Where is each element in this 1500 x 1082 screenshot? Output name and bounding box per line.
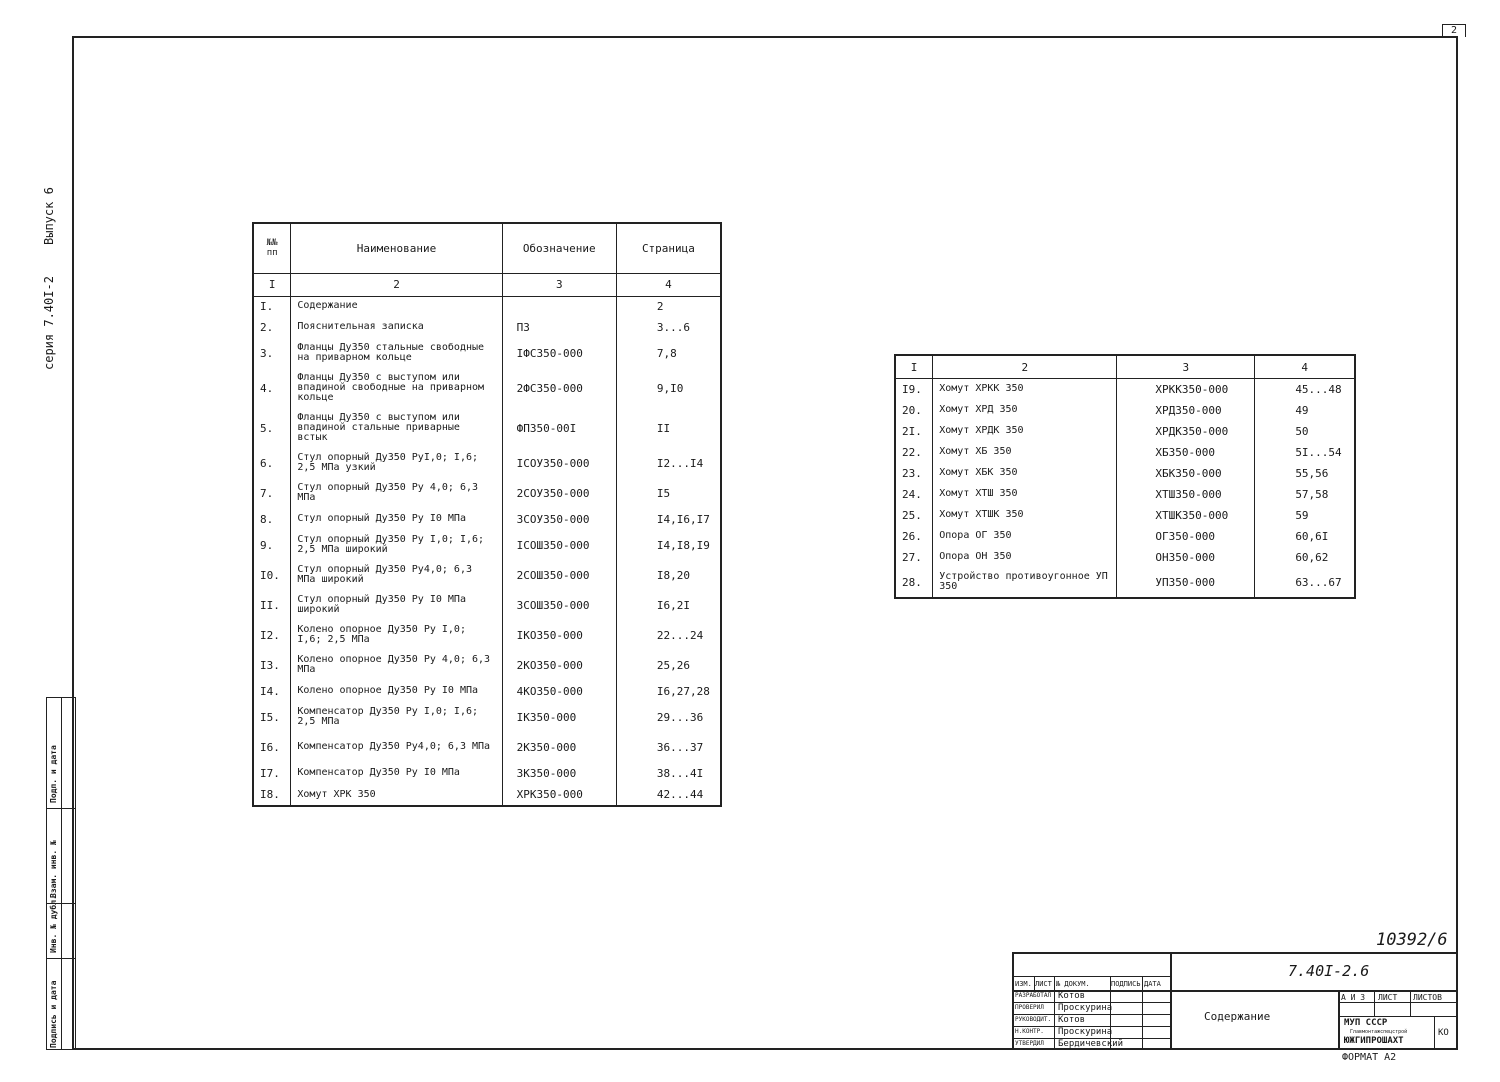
row-page: 29...36 xyxy=(616,702,721,732)
row-code: ХБ350-000 xyxy=(1117,442,1255,463)
row-name: Опора ОН 350 xyxy=(933,547,1117,568)
table-row xyxy=(253,368,721,408)
row-code: IКО350-000 xyxy=(502,620,616,650)
row-name: Хомут ХРД 350 xyxy=(933,400,1117,421)
series-label: серия 7.40I-2 xyxy=(42,276,56,370)
table-row xyxy=(253,762,721,784)
table-row xyxy=(253,650,721,680)
row-code: 3К350-000 xyxy=(502,762,616,784)
row-number: I. xyxy=(253,296,291,316)
row-name: Устройство противоугонное УП 350 xyxy=(933,568,1117,598)
title-block-title: Содержание xyxy=(1204,1010,1271,1023)
table-row xyxy=(253,560,721,590)
tb-person: Котов xyxy=(1058,991,1086,1001)
contents-table-left xyxy=(252,222,722,807)
row-name: Фланцы Ду350 с выступом или впадиной свободные на приварном кольце xyxy=(291,368,502,408)
table-row xyxy=(253,530,721,560)
colnum: 4 xyxy=(1255,355,1355,379)
row-code: 4КО350-000 xyxy=(502,680,616,702)
row-number: 7. xyxy=(253,478,291,508)
header-page: Страница xyxy=(616,223,721,273)
tb-role: ПРОВЕРИЛ xyxy=(1015,1004,1044,1011)
table-row xyxy=(895,568,1355,598)
row-name: Фланцы Ду350 с выступом или впадиной стальные приварные встык xyxy=(291,408,502,448)
title-block xyxy=(1012,952,1458,1050)
format-label: ФОРМАТ А2 xyxy=(1342,1052,1397,1063)
row-name: Хомут ХБК 350 xyxy=(933,463,1117,484)
row-number: I9. xyxy=(895,379,933,400)
table-row xyxy=(253,478,721,508)
header-name: Наименование xyxy=(291,223,502,273)
table-row xyxy=(253,296,721,316)
row-code: ОН350-000 xyxy=(1117,547,1255,568)
row-number: 25. xyxy=(895,505,933,526)
row-page: 3...6 xyxy=(616,316,721,338)
row-page: 7,8 xyxy=(616,338,721,368)
row-name: Хомут ХРК 350 xyxy=(291,784,502,806)
row-name: Колено опорное Ду350 Ру I,0; I,6; 2,5 МПа xyxy=(291,620,502,650)
tb-role: Н.КОНТР. xyxy=(1015,1028,1044,1035)
row-page: 9,I0 xyxy=(616,368,721,408)
issue-label: Выпуск 6 xyxy=(42,187,56,245)
row-page: 57,58 xyxy=(1255,484,1355,505)
colnum: 4 xyxy=(616,273,721,296)
row-number: 9. xyxy=(253,530,291,560)
row-code: 2К350-000 xyxy=(502,732,616,762)
row-name: Колено опорное Ду350 Ру I0 МПа xyxy=(291,680,502,702)
row-number: 5. xyxy=(253,408,291,448)
table-row xyxy=(895,400,1355,421)
row-number: II. xyxy=(253,590,291,620)
table-row xyxy=(895,547,1355,568)
row-number: I8. xyxy=(253,784,291,806)
table-row xyxy=(253,408,721,448)
row-number: 24. xyxy=(895,484,933,505)
org-line-1: МУП СССР xyxy=(1344,1018,1388,1028)
tb-person: Проскурина xyxy=(1058,1027,1113,1037)
row-page: 60,62 xyxy=(1255,547,1355,568)
org-line-3: ЮЖГИПРОШАХТ xyxy=(1344,1036,1404,1046)
row-code: IФС350-000 xyxy=(502,338,616,368)
row-name: Хомут ХТШК 350 xyxy=(933,505,1117,526)
colnum: 2 xyxy=(933,355,1117,379)
row-page: I6,2I xyxy=(616,590,721,620)
tb-person: Проскурина xyxy=(1058,1003,1113,1013)
row-page: 5I...54 xyxy=(1255,442,1355,463)
row-name: Компенсатор Ду350 Ру I,0; I,6; 2,5 МПа xyxy=(291,702,502,732)
tb-person: Бердичевский xyxy=(1058,1039,1124,1049)
row-code: 3СОШ350-000 xyxy=(502,590,616,620)
tb-role: РАЗРАБОТАЛ xyxy=(1015,992,1052,999)
row-name: Пояснительная записка xyxy=(291,316,502,338)
table-row xyxy=(253,508,721,530)
row-page: I5 xyxy=(616,478,721,508)
row-number: 8. xyxy=(253,508,291,530)
table-row xyxy=(895,526,1355,547)
colnum: 3 xyxy=(1117,355,1255,379)
row-number: 2I. xyxy=(895,421,933,442)
row-page: 63...67 xyxy=(1255,568,1355,598)
row-code: ХРД350-000 xyxy=(1117,400,1255,421)
colnum: I xyxy=(895,355,933,379)
strip-label-vzam: Взам. инв. № xyxy=(49,840,58,898)
row-code: ОГ350-000 xyxy=(1117,526,1255,547)
row-page: I4,I8,I9 xyxy=(616,530,721,560)
row-page: 55,56 xyxy=(1255,463,1355,484)
org-line-2: Главмонтажспецстрой xyxy=(1350,1029,1408,1035)
row-number: I7. xyxy=(253,762,291,784)
table-row xyxy=(895,421,1355,442)
tb-role: УТВЕРДИЛ xyxy=(1015,1040,1044,1047)
row-number: 20. xyxy=(895,400,933,421)
row-number: 22. xyxy=(895,442,933,463)
row-name: Колено опорное Ду350 Ру 4,0; 6,3 МПа xyxy=(291,650,502,680)
row-page: I6,27,28 xyxy=(616,680,721,702)
table-row xyxy=(253,784,721,806)
row-code: УП350-000 xyxy=(1117,568,1255,598)
row-number: 28. xyxy=(895,568,933,598)
row-number: 27. xyxy=(895,547,933,568)
archive-number: 10392/6 xyxy=(1376,930,1448,950)
row-number: I6. xyxy=(253,732,291,762)
table-row xyxy=(253,590,721,620)
row-page: II xyxy=(616,408,721,448)
sheet-number: 2 xyxy=(1442,24,1466,37)
table-row xyxy=(895,442,1355,463)
table-row xyxy=(253,338,721,368)
table-row xyxy=(895,505,1355,526)
table-row xyxy=(253,680,721,702)
row-page: 60,6I xyxy=(1255,526,1355,547)
header-code: Обозначение xyxy=(502,223,616,273)
tb-person: Котов xyxy=(1058,1015,1086,1025)
doc-number: 7.40I-2.6 xyxy=(1288,962,1370,980)
row-code: ХРДК350-000 xyxy=(1117,421,1255,442)
row-number: I0. xyxy=(253,560,291,590)
row-page: 38...4I xyxy=(616,762,721,784)
table-row xyxy=(253,316,721,338)
row-page: 45...48 xyxy=(1255,379,1355,400)
row-code: ПЗ xyxy=(502,316,616,338)
row-code: ХБК350-000 xyxy=(1117,463,1255,484)
row-code: IСОШ350-000 xyxy=(502,530,616,560)
row-name: Стул опорный Ду350 РуI,0; I,6; 2,5 МПа узкий xyxy=(291,448,502,478)
row-number: 4. xyxy=(253,368,291,408)
tb-header-list: ЛИСТ xyxy=(1035,980,1052,988)
row-number: 2. xyxy=(253,316,291,338)
row-name: Компенсатор Ду350 Ру4,0; 6,3 МПа xyxy=(291,732,502,762)
row-code: IК350-000 xyxy=(502,702,616,732)
table-row xyxy=(895,379,1355,400)
row-code xyxy=(502,296,616,316)
row-name: Хомут ХРКК 350 xyxy=(933,379,1117,400)
tb-stage: А И З xyxy=(1341,993,1366,1002)
table-row xyxy=(253,448,721,478)
tb-sheets: ЛИСТОВ xyxy=(1413,993,1442,1002)
row-code: ХРК350-000 xyxy=(502,784,616,806)
row-number: 6. xyxy=(253,448,291,478)
row-number: I2. xyxy=(253,620,291,650)
row-number: 26. xyxy=(895,526,933,547)
tb-header-izm: ИЗМ. xyxy=(1015,980,1032,988)
strip-label-inv-dub: Инв. № дубл. xyxy=(49,895,58,953)
colnum: 3 xyxy=(502,273,616,296)
row-name: Стул опорный Ду350 Ру4,0; 6,3 МПа широкий xyxy=(291,560,502,590)
header-num: №№ пп xyxy=(253,223,291,273)
tb-header-doc: № ДОКУМ. xyxy=(1056,980,1090,988)
row-name: Стул опорный Ду350 Ру 4,0; 6,3 МПа xyxy=(291,478,502,508)
tb-header-sign: ПОДПИСЬ xyxy=(1111,980,1141,988)
row-name: Компенсатор Ду350 Ру I0 МПа xyxy=(291,762,502,784)
row-name: Стул опорный Ду350 Ру I0 МПа широкий xyxy=(291,590,502,620)
row-name: Стул опорный Ду350 Ру I0 МПа xyxy=(291,508,502,530)
row-page: 36...37 xyxy=(616,732,721,762)
row-name: Хомут ХРДК 350 xyxy=(933,421,1117,442)
row-number: 23. xyxy=(895,463,933,484)
row-name: Стул опорный Ду350 Ру I,0; I,6; 2,5 МПа широкий xyxy=(291,530,502,560)
row-code: ХТШК350-000 xyxy=(1117,505,1255,526)
tb-role: РУКОВОДИТ. xyxy=(1015,1016,1052,1023)
tb-sheet: ЛИСТ xyxy=(1378,993,1398,1002)
row-page: 50 xyxy=(1255,421,1355,442)
row-code: ХРКК350-000 xyxy=(1117,379,1255,400)
contents-table-right xyxy=(894,354,1356,599)
table-row xyxy=(895,463,1355,484)
row-number: I5. xyxy=(253,702,291,732)
org-short: КО xyxy=(1438,1028,1449,1038)
row-code: 2СОУ350-000 xyxy=(502,478,616,508)
row-code: IСОУ350-000 xyxy=(502,448,616,478)
row-name: Опора ОГ 350 xyxy=(933,526,1117,547)
row-name: Хомут ХТШ 350 xyxy=(933,484,1117,505)
strip-label-signature: Подпись и дата xyxy=(49,980,58,1048)
row-number: 3. xyxy=(253,338,291,368)
row-code: ФП350-00I xyxy=(502,408,616,448)
row-page: 2 xyxy=(616,296,721,316)
row-code: 2СОШ350-000 xyxy=(502,560,616,590)
row-code: 2ФС350-000 xyxy=(502,368,616,408)
table-row xyxy=(895,484,1355,505)
colnum: I xyxy=(253,273,291,296)
stamp-strip xyxy=(46,697,76,1050)
row-number: I3. xyxy=(253,650,291,680)
row-name: Фланцы Ду350 стальные свободные на приварном кольце xyxy=(291,338,502,368)
colnum: 2 xyxy=(291,273,502,296)
table-row xyxy=(253,620,721,650)
row-name: Содержание xyxy=(291,296,502,316)
strip-label-podp: Подп. и дата xyxy=(49,745,58,803)
row-page: I4,I6,I7 xyxy=(616,508,721,530)
row-code: 2КО350-000 xyxy=(502,650,616,680)
row-code: 3СОУ350-000 xyxy=(502,508,616,530)
row-page: 25,26 xyxy=(616,650,721,680)
row-page: 59 xyxy=(1255,505,1355,526)
row-page: I2...I4 xyxy=(616,448,721,478)
row-page: I8,20 xyxy=(616,560,721,590)
row-code: ХТШ350-000 xyxy=(1117,484,1255,505)
row-page: 22...24 xyxy=(616,620,721,650)
table-row xyxy=(253,702,721,732)
row-number: I4. xyxy=(253,680,291,702)
row-page: 42...44 xyxy=(616,784,721,806)
row-page: 49 xyxy=(1255,400,1355,421)
table-row xyxy=(253,732,721,762)
tb-header-date: ДАТА xyxy=(1144,980,1161,988)
row-name: Хомут ХБ 350 xyxy=(933,442,1117,463)
